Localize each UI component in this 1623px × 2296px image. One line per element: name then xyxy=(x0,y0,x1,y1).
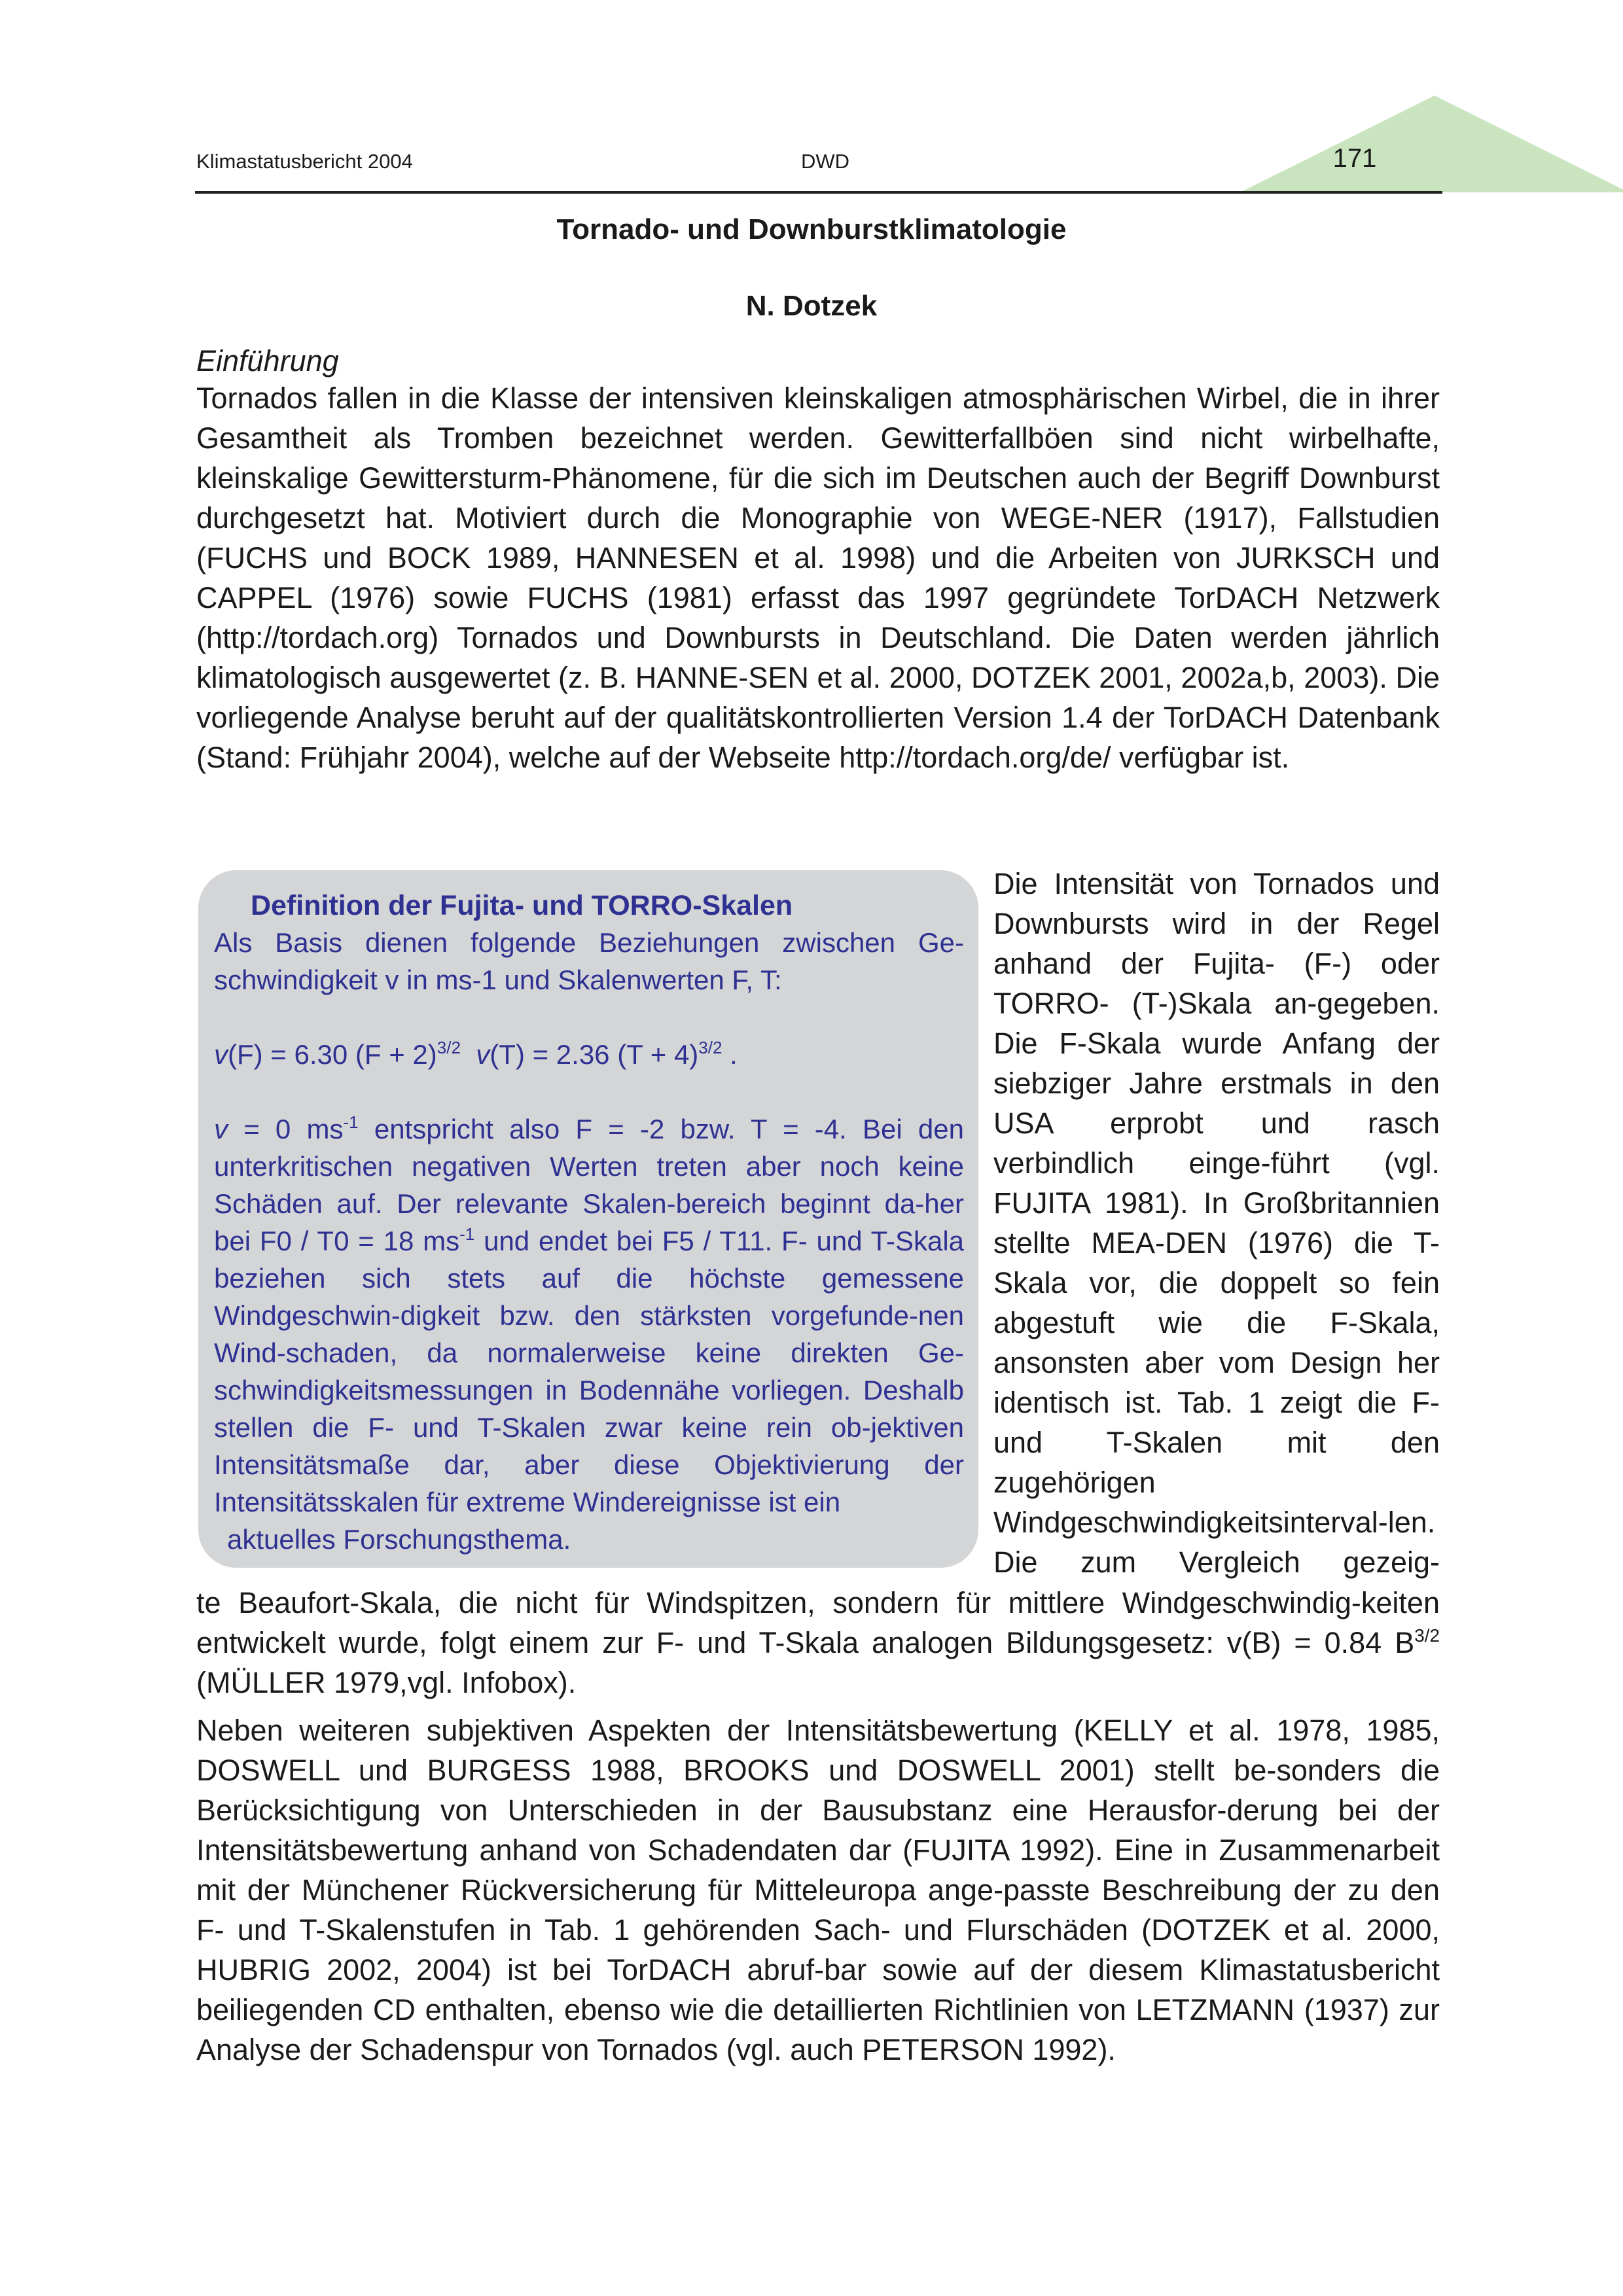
infobox-body: v = 0 $ms^{-1}$ entspricht also F = -2 bzw. T = -4. Bei den unterkritischen negativen Werten treten aber noch keine Schäden auf. Der relevante Skalen-bereich beginnt da-her bei F0 / T0 = 18 $ms^{-1}$ und endet bei F5 / T11. F- und T-Skala beziehen sich stets auf die höchste gemessene Windgeschwin-digkeit bzw. den stärksten vorgefunde-nen Wind-schaden, da normalerweise keine direkten Ge-schwindigkeitsmessungen in Bodennähe vorliegen. Deshalb stellen die F- und T-Skalen zwar keine rein ob-jektiven Intensitätsmaße dar, aber diese Objektivierung der Intensitätsskalen für extreme Windereignisse ist ein xyxy=(214,1112,965,1517)
page-number-marker xyxy=(1240,96,1623,192)
side-column-text: Die Intensität von Tornados und Downbursts wird in der Regel anhand der Fujita- (F-) oder TORRO- (T-)Skala an-gegeben. Die F-Skala wurde Anfang der siebziger Jahre erstmals in den USA erprobt und rasch verbindlich einge-führt (vgl. FUJITA 1981). In Großbritannien stellte MEA-DEN (1976) die T-Skala vor, die doppelt so fein abgestuft wie die F-Skala, ansonsten aber vom Design her identisch ist. Tab. 1 zeigt die F- und T-Skalen mit den zugehörigen Windgeschwindigkeitsinterval-len. Die zum Vergleich gezeig- xyxy=(993,867,1440,1579)
article-title: Tornado- und Downburstklimatologie xyxy=(556,213,1067,245)
running-header-center: DWD xyxy=(801,150,850,173)
article-author: N. Dotzek xyxy=(745,290,878,322)
infobox-body-last-line: aktuelles Forschungsthema. xyxy=(227,1524,571,1555)
running-header-left: Klimastatusbericht 2004 xyxy=(196,150,413,173)
infobox-equations: v(F) = 6.30 $(F + 2)^{3/2}$ v(T) = 2.36 $(T + 4)^{3/2}$ . xyxy=(214,1038,738,1070)
body-paragraph: Neben weiteren subjektiven Aspekten der Intensitätsbewertung (KELLY et al. 1978, 1985, DOSWELL und BURGESS 1988, BROOKS und DOSWELL 2001) stellt be-sonders die Berücksichtigung von Unterschieden in der Bausubstanz eine Herausfor-derung bei der Intensitätsbewertung anhand von Schadendaten dar (FUJITA 1992). Eine in Zusammenarbeit mit der Münchener Rückversicherung für Mitteleuropa ange-passte Beschreibung der zu den F- und T-Skalenstufen in Tab. 1 gehörenden Sach- und Flurschäden (DOTZEK et al. 2000, HUBRIG 2002, 2004) ist bei TorDACH abruf-bar sowie auf der diesem Klimastatusbericht beiliegenden CD enthalten, ebenso wie die detaillierten Richtlinien von LETZMANN (1937) zur Analyse der Schadenspur von Tornados (vgl. auch PETERSON 1992). xyxy=(196,1714,1440,2066)
header-divider xyxy=(195,191,1442,194)
continuation-paragraph: te Beaufort-Skala, die nicht für Windspitzen, sondern für mittlere Windgeschwindig-keiten entwickelt wurde, folgt einem zur F- und T-Skala analogen Bildungsgesetz: v(B) = 0.84 $B^{3/2}$ (MÜLLER 1979,vgl. Infobox). xyxy=(196,1586,1440,1699)
infobox-title: Definition der Fujita- und TORRO-Skalen xyxy=(251,890,793,921)
infobox-intro: Als Basis dienen folgende Beziehungen zwischen Ge-schwindigkeit v in ms-1 und Skalenwerten F, T: xyxy=(214,927,964,995)
section-heading: Einführung xyxy=(196,344,339,378)
infobox xyxy=(198,870,978,1568)
intro-paragraph: Tornados fallen in die Klasse der intensiven kleinskaligen atmosphärischen Wirbel, die in ihrer Gesamtheit als Tromben bezeichnet werden. Gewitterfallböen sind nicht wirbelhafte, kleinskalige Gewittersturm-Phänomene, für die sich im Deutschen auch der Begriff Downburst durchgesetzt hat. Motiviert durch die Monographie von WEGE-NER (1917), Fallstudien (FUCHS und BOCK 1989, HANNESEN et al. 1998) und die Arbeiten von JURKSCH und CAPPEL (1976) sowie FUCHS (1981) erfasst das 1997 gegründete TorDACH Netzwerk (http://tordach.org) Tornados und Downbursts in Deutschland. Die Daten werden jährlich klimatologisch ausgewertet (z. B. HANNE-SEN et al. 2000, DOTZEK 2001, 2002a,b, 2003). Die vorliegende Analyse beruht auf der qualitätskontrollierten Version 1.4 der TorDACH Datenbank (Stand: Frühjahr 2004), welche auf der Webseite http://tordach.org/de/ verfügbar ist. xyxy=(196,381,1440,774)
page-number: 171 xyxy=(1332,144,1377,173)
